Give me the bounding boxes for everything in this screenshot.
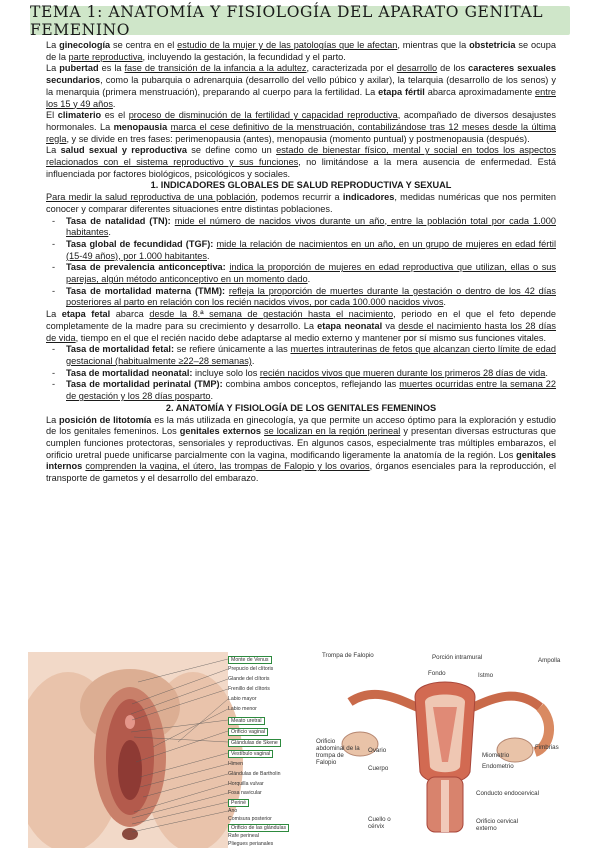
label-orificio: Orificio abdominal de la trompa de Falopio <box>316 738 360 766</box>
paragraph-etapa-fetal: La etapa fetal abarca desde la 8.ª semana de gestación hasta el nacimiento, periodo en el que el feto depende completamente de la madre para su crecimiento y desarrollo. La etapa neonatal va desde el nacimiento hasta los 28 días de vida, tiempo en el que el recién nacido debe adaptarse al medio externo y mantener por sí mismo sus funciones vitales. <box>46 309 557 343</box>
label-conducto: Conducto endocervical <box>476 790 539 797</box>
section-heading-anatomia: 2. ANATOMÍA Y FISIOLOGÍA DE LOS GENITALES FEMENINOS <box>165 402 437 413</box>
list-item: - Tasa de mortalidad fetal: se refiere únicamente a las muertes intrauterinas de fetos que alcanzan cierto límite de edad gestacional (habitualmente ≥22–28 semanas). <box>66 344 556 367</box>
list-item: - Tasa global de fecundidad (TGF): mide la relación de nacimientos en un año, en un grupo de mujeres en edad fértil (15-49 años), por 1.000 habitantes. <box>66 239 556 262</box>
list-item: - Tasa de mortalidad neonatal: incluye solo los recién nacidos vivos que mueren durante los primeros 28 días de vida. <box>66 368 556 380</box>
section-heading-indicadores: 1. INDICADORES GLOBALES DE SALUD REPRODUCTIVA Y SEXUAL <box>150 180 452 191</box>
title-banner <box>30 2 570 39</box>
label-box: Orificio de las glándulas <box>228 824 289 832</box>
label-box: Glándulas de Skene <box>228 739 281 747</box>
paragraph-pubertad: La pubertad es la fase de transición de la infancia a la adultez, caracterizada por el desarrollo de los caracteres sexuales secundarios, como la pubarquia o adrenarquia (desarrollo del vello púbico y axilar), la telarquia (desarrollo de los senos) y la menarquia (primera menstruación), preparando al cuerpo para la fertilidad. La etapa fértil abarca aproximadamente entre los 15 y 49 años. <box>46 63 556 109</box>
leader-lines <box>28 652 300 848</box>
label: Rafe perineal <box>228 833 259 839</box>
label: Comisura posterior <box>228 816 272 822</box>
label-cuerpo: Cuerpo <box>368 765 389 772</box>
list-item: - Tasa de mortalidad materna (TMM): refleja la proporción de muertes durante la gestación o dentro de los 42 días posteriores al parto en relación con los recién nacidos vivos, por cada 100.000 nacidos vivos. <box>66 286 556 309</box>
label-box: Orificio vaginal <box>228 728 268 736</box>
page-title: TEMA 1: ANATOMÍA Y FISIOLOGÍA DEL APARATO GENITAL FEMENINO <box>30 2 544 39</box>
label: Fosa navicular <box>228 790 262 796</box>
label-endometrio: Endometrio <box>482 763 514 770</box>
indicator-list <box>46 216 556 310</box>
document-body <box>46 40 556 485</box>
paragraph-genitales: La posición de litotomía es la más utilizada en ginecología, ya que permite un acceso óptimo para la exploración y estudio de los genitales femeninos. Los genitales externos se localizan en la región perineal y presentan diversas estructuras que cumplen funciones protectoras, sensoriales y reproductivas. En algunos casos, especialmente tras múltiples embarazos, el orificio uretral puede unificarse parcialmente con la vagina, modificando ligeramente la anatomía de la región. Los genitales internos comprenden la vagina, el útero, las trompas de Falopio y los ovarios, órganos esenciales para la reproducción, el transporte de gametos y el desarrollo del embarazo. <box>46 414 556 484</box>
label: Frenillo del clítoris <box>228 686 270 692</box>
label-box: Vestíbulo vaginal <box>228 750 273 758</box>
label: Glándulas de Bartholin <box>228 771 281 777</box>
label: Labio mayor <box>228 696 257 702</box>
external-genitalia-figure <box>28 652 300 848</box>
internal-genitalia-figure <box>310 652 572 848</box>
label-ampolla: Ampolla <box>538 657 561 664</box>
label-box: Periné <box>228 799 249 807</box>
paragraph-salud-sexual: La salud sexual y reproductiva se define como un estado de bienestar físico, mental y social en todos los aspectos relacionados con el sistema reproductivo y sus funciones, no limitándose a la mera ausencia de enfermedad. Está influenciada por factores biológicos, psicológicos y sociales. <box>46 145 556 179</box>
label-box: Meato uretral <box>228 717 265 725</box>
paragraph-ginecologia: La ginecología se centra en el estudio de la mujer y de las patologías que le afectan, mientras que la obstetricia se ocupa de la parte reproductiva, incluyendo la gestación, la fecundidad y el parto. <box>46 40 557 62</box>
paragraph-climaterio: El climaterio es el proceso de disminución de la fertilidad y capacidad reproductiva, acompañado de diversos desajustes hormonales. La menopausia marca el cese definitivo de la menstruación, contabilizándose tras 12 meses desde la última regla, y se divide en tres fases: perimenopausia (antes), menopausia (momento puntual) y postmenopausia (después). <box>46 110 556 144</box>
label: Ano <box>228 808 238 814</box>
label: Himen <box>228 761 243 767</box>
label-istmo: Istmo <box>478 672 494 679</box>
label: Glande del clítoris <box>228 676 270 682</box>
label-ovario: Ovario <box>368 747 387 754</box>
label-miometrio: Miometrio <box>482 752 510 759</box>
list-item: - Tasa de prevalencia anticonceptiva: indica la proporción de mujeres en edad reproductiva que utilizan, ellas o sus parejas, algún método anticonceptivo en un momento dado. <box>66 262 556 285</box>
label: Pliegues perianales <box>228 841 274 847</box>
label: Horquilla vulvar <box>228 781 264 787</box>
label-orificio-cervical: Orificio cervical externo <box>476 818 518 832</box>
label-fimbrias: Fimbrias <box>535 744 559 751</box>
mortality-list <box>46 344 556 403</box>
label-trompa: Trompa de Falopio <box>322 652 374 659</box>
list-item: - Tasa de natalidad (TN): mide el número de nacidos vivos durante un año, entre la población total por cada 1.000 habitantes. <box>66 216 556 239</box>
label: Labio menor <box>228 706 257 712</box>
list-item: - Tasa de mortalidad perinatal (TMP): combina ambos conceptos, reflejando las muertes ocurridas entre la semana 22 de gestación y los 28 días posparto. <box>66 379 556 402</box>
label-fondo: Fondo <box>428 670 446 677</box>
label-porcion: Porción intramural <box>432 654 483 661</box>
label-cuello: Cuello o cérvix <box>368 816 391 830</box>
label-box: Monte de Venus <box>228 656 272 664</box>
paragraph-indicadores: Para medir la salud reproductiva de una población, podemos recurrir a indicadores, medidas numéricas que nos permiten conocer y comparar diferentes situaciones entre distintas poblaciones. <box>46 192 557 214</box>
label: Prepucio del clítoris <box>228 666 274 672</box>
